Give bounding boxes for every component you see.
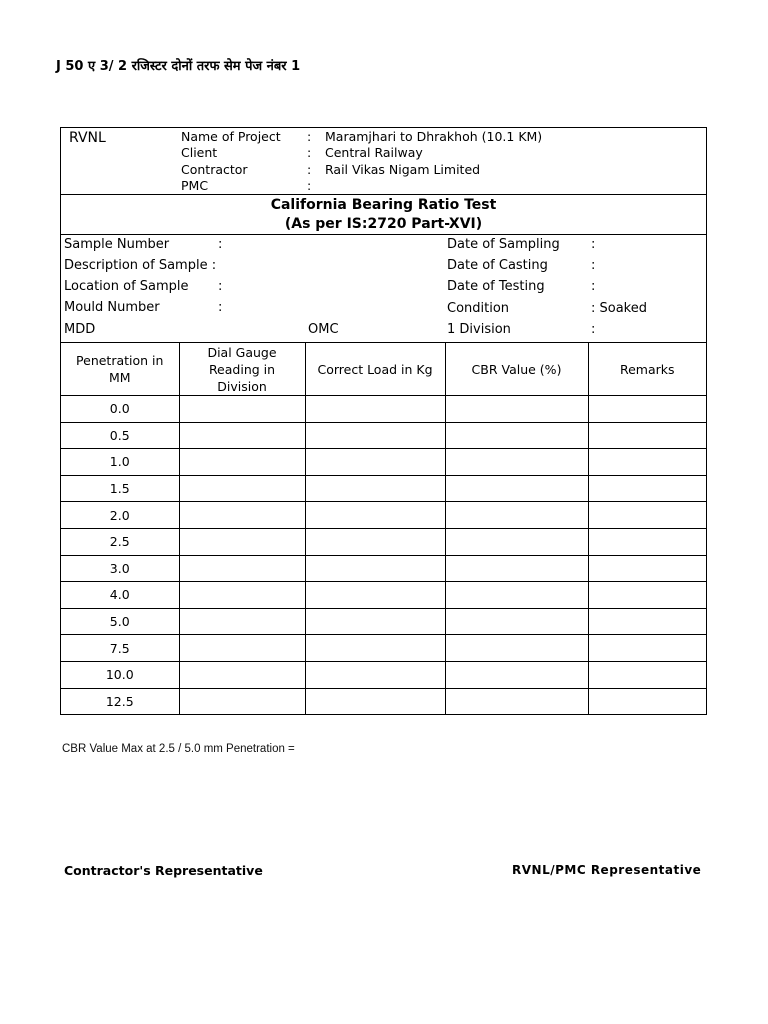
correct-load-cell[interactable]	[305, 555, 445, 582]
correct-load-cell[interactable]	[305, 475, 445, 502]
table-row	[61, 449, 706, 476]
header-line: Penetration in	[76, 353, 164, 368]
date-testing-label: Date of Testing	[447, 279, 545, 294]
penetration-cell: 5.0	[61, 608, 179, 635]
division-colon: :	[591, 322, 596, 337]
location-colon: :	[218, 279, 223, 294]
dial-reading-cell[interactable]	[179, 661, 305, 688]
cbr-value-cell[interactable]	[445, 422, 588, 449]
dial-gauge-header	[179, 343, 305, 396]
penetration-cell: 3.0	[61, 555, 179, 582]
penetration-cell: 7.5	[61, 635, 179, 662]
dial-reading-cell[interactable]	[179, 608, 305, 635]
rvnl-pmc-signature-label: RVNL/PMC Representative	[512, 863, 702, 877]
penetration-cell: 4.0	[61, 582, 179, 609]
remarks-cell[interactable]	[588, 528, 706, 555]
project-meta-row	[181, 178, 542, 194]
penetration-header	[61, 343, 179, 396]
table-row	[61, 608, 706, 635]
table-row	[61, 422, 706, 449]
table-row	[61, 475, 706, 502]
description-label: Description of Sample :	[64, 258, 217, 273]
meta-value: Central Railway	[325, 145, 423, 161]
cbr-value-header: CBR Value (%)	[445, 343, 588, 396]
cbr-value-cell[interactable]	[445, 635, 588, 662]
table-row	[61, 582, 706, 609]
correct-load-cell[interactable]	[305, 635, 445, 662]
date-sampling-label: Date of Sampling	[447, 237, 560, 252]
remarks-cell[interactable]	[588, 688, 706, 714]
correct-load-cell[interactable]	[305, 608, 445, 635]
correct-load-cell[interactable]	[305, 502, 445, 529]
org-name: RVNL	[69, 130, 106, 146]
date-testing-colon: :	[591, 279, 596, 294]
location-label: Location of Sample	[64, 279, 189, 294]
sample-number-colon: :	[218, 237, 223, 252]
project-meta-row	[181, 162, 542, 178]
table-row	[61, 661, 706, 688]
remarks-cell[interactable]	[588, 396, 706, 423]
remarks-cell[interactable]	[588, 449, 706, 476]
project-meta	[181, 129, 542, 194]
remarks-cell[interactable]	[588, 555, 706, 582]
table-row	[61, 635, 706, 662]
cbr-value-cell[interactable]	[445, 528, 588, 555]
penetration-cell: 12.5	[61, 688, 179, 714]
mould-number-colon: :	[218, 300, 223, 315]
remarks-cell[interactable]	[588, 475, 706, 502]
dial-reading-cell[interactable]	[179, 475, 305, 502]
header-line: Division	[217, 378, 267, 394]
cbr-value-cell[interactable]	[445, 396, 588, 423]
mdd-label: MDD	[64, 322, 96, 337]
penetration-cell: 2.0	[61, 502, 179, 529]
correct-load-cell[interactable]	[305, 449, 445, 476]
correct-load-cell[interactable]	[305, 582, 445, 609]
header-line: MM	[108, 370, 131, 385]
meta-separator: :	[307, 129, 312, 144]
condition-value: : Soaked	[591, 301, 647, 316]
cbr-value-cell[interactable]	[445, 608, 588, 635]
correct-load-cell[interactable]	[305, 396, 445, 423]
remarks-cell[interactable]	[588, 635, 706, 662]
meta-label: Contractor	[181, 161, 248, 177]
omc-label: OMC	[308, 322, 339, 337]
table-row	[61, 502, 706, 529]
table-row	[61, 396, 706, 423]
cbr-value-cell[interactable]	[445, 449, 588, 476]
cbr-value-cell[interactable]	[445, 502, 588, 529]
date-sampling-colon: :	[591, 237, 596, 252]
header-line: Reading in	[208, 361, 276, 377]
dial-reading-cell[interactable]	[179, 422, 305, 449]
remarks-cell[interactable]	[588, 608, 706, 635]
title-line-1: California Bearing Ratio Test	[270, 197, 497, 213]
table-header-row	[61, 343, 706, 396]
sample-number-label: Sample Number	[64, 237, 170, 252]
dial-reading-cell[interactable]	[179, 555, 305, 582]
penetration-cell: 10.0	[61, 661, 179, 688]
table-body	[61, 396, 706, 715]
date-casting-colon: :	[591, 258, 596, 273]
dial-reading-cell[interactable]	[179, 396, 305, 423]
table-row	[61, 528, 706, 555]
title-line-2: (As per IS:2720 Part-XVI)	[284, 216, 483, 232]
correct-load-cell[interactable]	[305, 528, 445, 555]
contractor-signature-label: Contractor's Representative	[64, 863, 263, 878]
header-line: Dial Gauge	[207, 344, 277, 360]
form-header	[61, 128, 706, 195]
project-meta-row	[181, 129, 542, 145]
division-label: 1 Division	[447, 322, 511, 337]
penetration-cell: 0.0	[61, 396, 179, 423]
cbr-value-cell[interactable]	[445, 582, 588, 609]
penetration-cell: 2.5	[61, 528, 179, 555]
penetration-cell: 0.5	[61, 422, 179, 449]
correct-load-cell[interactable]	[305, 422, 445, 449]
register-note: J 50 ए 3/ 2 रजिस्टर दोनों तरफ सेम पेज नंबर 1	[56, 59, 301, 74]
mould-number-label: Mould Number	[64, 300, 160, 315]
project-meta-row	[181, 145, 542, 161]
cbr-value-cell[interactable]	[445, 688, 588, 714]
remarks-cell[interactable]	[588, 422, 706, 449]
penetration-table	[61, 343, 706, 714]
dial-reading-cell[interactable]	[179, 528, 305, 555]
dial-reading-cell[interactable]	[179, 582, 305, 609]
dial-reading-cell[interactable]	[179, 449, 305, 476]
cbr-value-cell[interactable]	[445, 661, 588, 688]
correct-load-header: Correct Load in Kg	[305, 343, 445, 396]
penetration-cell: 1.5	[61, 475, 179, 502]
meta-separator: :	[307, 161, 312, 177]
remarks-cell[interactable]	[588, 502, 706, 529]
sample-details	[61, 235, 706, 343]
remarks-header: Remarks	[588, 343, 706, 396]
cbr-value-cell[interactable]	[445, 475, 588, 502]
meta-label: Name of Project	[181, 129, 281, 144]
meta-label: PMC	[181, 177, 209, 193]
penetration-cell: 1.0	[61, 449, 179, 476]
form-title	[61, 195, 706, 235]
cbr-test-form	[60, 127, 707, 715]
dial-reading-cell[interactable]	[179, 688, 305, 714]
correct-load-cell[interactable]	[305, 688, 445, 714]
correct-load-cell[interactable]	[305, 661, 445, 688]
meta-separator: :	[307, 145, 312, 161]
meta-value: Maramjhari to Dhrakhoh (10.1 KM)	[325, 129, 543, 144]
date-casting-label: Date of Casting	[447, 258, 548, 273]
dial-reading-cell[interactable]	[179, 635, 305, 662]
meta-label: Client	[181, 145, 218, 161]
table-row	[61, 555, 706, 582]
table-row	[61, 688, 706, 714]
meta-separator: :	[307, 177, 312, 193]
remarks-cell[interactable]	[588, 582, 706, 609]
meta-value: Rail Vikas Nigam Limited	[325, 161, 481, 177]
remarks-cell[interactable]	[588, 661, 706, 688]
condition-label: Condition	[447, 301, 510, 316]
cbr-value-cell[interactable]	[445, 555, 588, 582]
dial-reading-cell[interactable]	[179, 502, 305, 529]
cbr-max-note: CBR Value Max at 2.5 / 5.0 mm Penetration =	[62, 743, 295, 755]
